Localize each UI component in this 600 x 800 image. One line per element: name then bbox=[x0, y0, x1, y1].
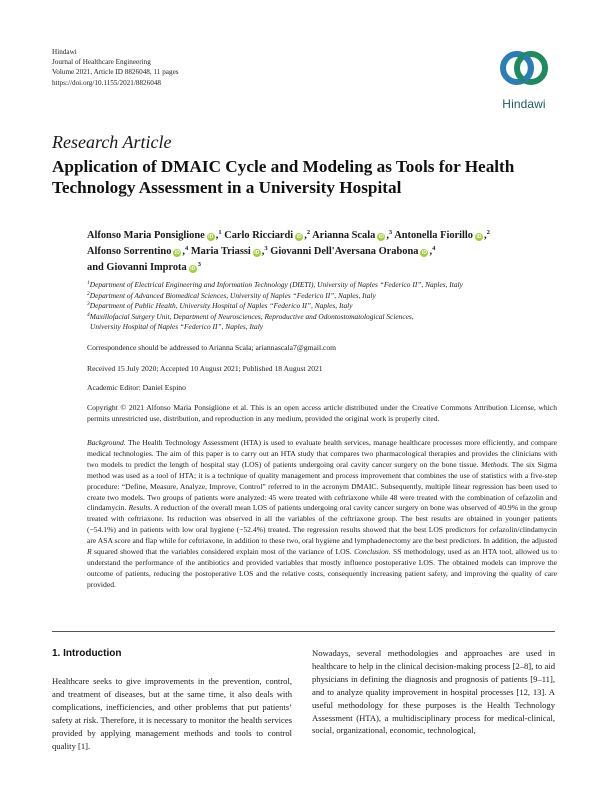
affiliation-text: Department of Advanced Biomedical Sciences, University of Naples “Federico II”, Naples, Italy bbox=[89, 290, 376, 300]
author-name: Alfonso Sorrentino bbox=[87, 246, 172, 258]
affiliation-text: University Hospital of Naples “Federico II”, Naples, Italy bbox=[90, 322, 264, 332]
orcid-icon[interactable]: iD bbox=[254, 250, 260, 257]
affiliation-text: Maxillofacial Surgery Unit, Department of Neurosciences, Reproductive and Odontostomatological Sciences, bbox=[89, 311, 414, 321]
author-affiliation: 2 bbox=[306, 229, 311, 236]
affiliation-list bbox=[87, 280, 557, 333]
volume-info: Volume 2021, Article ID 8826048, 11 pages bbox=[52, 68, 179, 77]
orcid-icon[interactable]: iD bbox=[208, 234, 214, 240]
publisher-name: Hindawi bbox=[52, 48, 77, 56]
orcid-icon[interactable]: iD bbox=[378, 234, 384, 240]
abstract-methods: The six Sigma method was used as a tool of HTA; it is a technique of quality management and process improvement that combines the use of statistics with a five-step procedure: “Define, Measure, Analyze, Improve, Control” referred to in the acronym DMAIC. Subsequently, multiple linear regression has been used to create two models. Two groups of patients were analyzed: 45 were treated with ceftriaxone while 48 were treated with the combination of cefazolin and clindamycin. bbox=[87, 459, 557, 513]
abstract-results: A reduction of the overall mean LOS of patients undergoing oral cavity cancer surgery on bone was observed of 40.9% in the group treated with ceftriaxone. Its reduction was observed in all the variables of the ceftriaxone group. The best results are obtained in younger patients (−54.1%) and in patients with low oral hygiene (−52.4%) treated. The regression results showed that the best LOS predictors for cefazolin/clindamycin are ASA score and flap while for ceftriaxone, in addition to these two, oral hygiene and lymphadenectomy are the best predictors. In addition, the adjusted bbox=[87, 503, 557, 546]
abstract-results-cont: squared showed that the variables considered explain most of the variance of LOS. bbox=[91, 547, 355, 557]
abstract-methods-label: Methods. bbox=[481, 459, 510, 469]
orcid-icon[interactable]: iD bbox=[421, 250, 427, 257]
affiliation-text: Department of Public Health, University Hospital of Naples “Federico II”, Naples, Italy bbox=[89, 301, 353, 311]
intro-column-left: Healthcare seeks to give improvements in the prevention, control, and treatment of diseases, but at the same time, it also deals with complications, inefficiencies, and other problems that put patients’ safety at risk. Therefore, it is necessary to monitor the health services provided by applying management methods and tools to control quality [1]. bbox=[52, 676, 292, 751]
author-name: Alfonso Maria Ponsiglione bbox=[87, 230, 205, 241]
orcid-icon[interactable]: iD bbox=[476, 234, 482, 240]
affiliation-text: Department of Electrical Engineering and Information Technology (DIETI), University of Naples “Federico II”, Naples, Italy bbox=[89, 280, 463, 289]
journal-meta bbox=[52, 47, 179, 88]
orcid-icon[interactable]: iD bbox=[296, 234, 302, 240]
abstract-results-variable: R bbox=[87, 547, 92, 557]
abstract-background-label: Background. bbox=[87, 438, 126, 447]
doi-link[interactable]: https://doi.org/10.1155/2021/8826048 bbox=[52, 78, 162, 87]
affiliation-number: 4 bbox=[87, 311, 90, 318]
author-name: Carlo Ricciardi bbox=[224, 230, 294, 241]
author-name: Giovanni Dell'Aversana Orabona bbox=[270, 246, 419, 258]
affiliation-item bbox=[87, 291, 557, 302]
author-affiliation: 4 bbox=[432, 245, 436, 253]
author-list: Alfonso Maria Ponsiglione iD ,$^1$ Carlo Ricciardi iD ,$^2$ Arianna Scala iD ,$^3$ Antonella Fiorillo iD ,$^2$ Alfonso Sorrentino iD ,$^4$ Maria Triassi iD ,$^3$ Giovanni Dell'Aversana Orabona iD ,$^4$ and Giovanni Improta $iD^3$ bbox=[87, 229, 490, 274]
abstract-background: The Health Technology Assessment (HTA) is used to evaluate health services, manage healthcare processes more efficiently, and compare medical technologies. The aim of this paper is to carry out an HTA study that compares two pharmacological therapies and provides the clinicians with two models to predict the length of hospital stay (LOS) of patients undergoing oral cavity cancer surgery on the bone tissue. bbox=[87, 438, 557, 469]
author-name: Arianna Scala bbox=[312, 230, 376, 241]
paper-title: Application of DMAIC Cycle and Modeling as Tools for Health Technology Assessment in a University Hospital bbox=[52, 157, 515, 197]
author-affiliation: 3 bbox=[388, 229, 393, 236]
section-heading: 1. Introduction bbox=[52, 648, 122, 659]
author-affiliation: 3 bbox=[264, 245, 268, 253]
author-name: Antonella Fiorillo bbox=[394, 230, 473, 241]
affiliation-item bbox=[87, 301, 557, 312]
academic-editor: Academic Editor: Daniel Espino bbox=[87, 383, 186, 392]
section-divider bbox=[52, 631, 555, 632]
hindawi-logo-text: Hindawi bbox=[502, 97, 546, 111]
affiliation-item bbox=[87, 280, 557, 291]
affiliation-number: 1 bbox=[87, 280, 90, 286]
abstract-conclusion: SS methodology, used as an HTA tool, allowed us to understand the performance of the antibiotics and provided variables that mostly influence postoperative LOS. The obtained models can improve the outcome of patients, reducing the postoperative LOS and the relative costs, consequently increasing patient safety, and improving the quality of care provided. bbox=[87, 547, 557, 589]
intro-column-right: Nowadays, several methodologies and approaches are used in healthcare to help in the clinical decision-making process [2–8], to aid physicians in defining the diagnosis and prognosis of patients [9–11], and to analyze quality improvement in hospital processes [12, 13]. A useful methodology for these purposes is the Health Technology Assessment (HTA), a multidisciplinary process for medical-clinical, social, organizational, economic, technological, bbox=[312, 648, 555, 736]
abstract-results-label: Results. bbox=[128, 503, 153, 513]
author-name: Maria Triassi bbox=[190, 246, 251, 258]
affiliation-number: 2 bbox=[87, 290, 90, 297]
author-affiliation: 4 bbox=[185, 245, 189, 253]
article-type: Research Article bbox=[52, 132, 172, 152]
abstract bbox=[87, 438, 557, 591]
affiliation-item bbox=[87, 312, 557, 323]
correspondence[interactable]: Correspondence should be addressed to Arianna Scala; ariannascala7@gmail.com bbox=[87, 343, 337, 352]
affiliation-number: 3 bbox=[87, 301, 90, 308]
author-affiliation: 2 bbox=[486, 229, 490, 236]
copyright-notice: Copyright © 2021 Alfonso Maria Ponsiglione et al. This is an open access article distributed under the Creative Commons Attribution License, which permits unrestricted use, distribution, and reproduction in any medium, provided the original work is properly cited. bbox=[87, 403, 557, 423]
journal-name: Journal of Healthcare Engineering bbox=[52, 58, 151, 67]
publication-dates: Received 15 July 2020; Accepted 10 August 2021; Published 18 August 2021 bbox=[87, 364, 323, 373]
author-affiliation: 1 bbox=[218, 229, 222, 236]
abstract-conclusion-label: Conclusion. bbox=[354, 547, 391, 557]
author-name: Giovanni Improta bbox=[106, 262, 187, 274]
orcid-icon[interactable]: iD bbox=[174, 250, 180, 257]
orcid-icon[interactable]: iD bbox=[190, 266, 196, 273]
author-affiliation: 3 bbox=[197, 261, 201, 269]
affiliation-item bbox=[87, 322, 557, 333]
